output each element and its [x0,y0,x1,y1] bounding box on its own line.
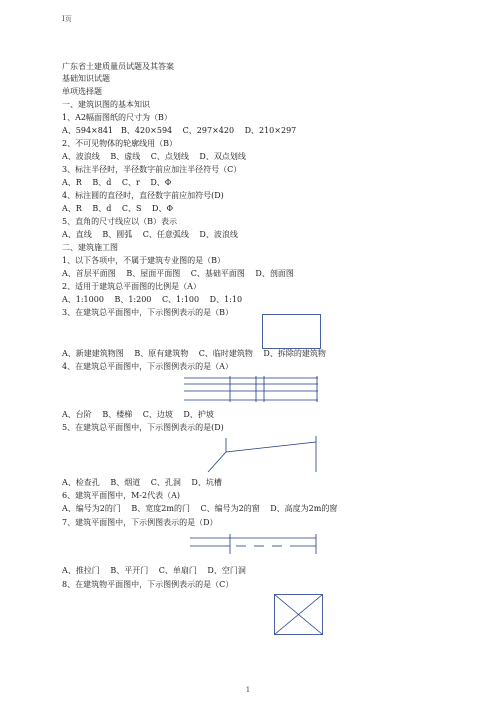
question: 3、在建筑总平面图中，下示图例表示的是（B） [62,308,233,317]
figure-door-opening [190,530,322,556]
options: A、波浪线 B、虚线 C、点划线 D、双点划线 [62,152,246,161]
question: 4、标注圆的直径时，直径数字前应加符号(D) [62,191,224,200]
chapter-heading: 二、建筑施工图 [62,243,118,252]
page-header: I页 [62,15,72,23]
question: 2、适用于建筑总平面图的比例是（A） [62,282,201,291]
options: A、台阶 B、楼梯 C、边坡 D、护坡 [62,410,214,419]
question: 2、不可见物体的轮廓线用（B） [62,139,177,148]
figure-crossed-box [274,594,324,636]
question: 5、直角的尺寸线应以（B）表示 [62,217,177,226]
page-number: 1 [245,686,251,694]
figure-steps [184,374,320,404]
question: 6、建筑平面图中，M-2代表（A) [62,491,180,500]
options: A、R B、d C、S D、Φ [62,204,174,213]
question: 1、A2幅面图纸的尺寸为（B） [62,113,172,122]
options: A、1:1000 B、1:200 C、1:100 D、1:10 [62,295,243,304]
doc-title: 广东省土建质量员试题及其答案 [62,62,174,71]
section-heading: 单项选择题 [62,87,102,96]
options: A、检查孔 B、烟道 C、孔洞 D、坑槽 [62,478,222,487]
question: 3、标注半径时，半径数字前应加注半径符号（C） [62,165,242,174]
options: A、推拉门 B、平开门 C、单扇门 D、空门洞 [62,566,246,575]
figure-pit [206,434,318,474]
options: A、直线 B、圆弧 C、任意弧线 D、波浪线 [62,230,238,239]
options: A、R B、d C、r D、Φ [62,178,172,187]
options: A、新建建筑物图 B、原有建筑物 C、临时建筑物 D、拆除的建筑物 [62,349,326,358]
question: 7、建筑平面图中，下示例图表示的是（D） [62,518,218,527]
options: A、594×841 B、420×594 C、297×420 D、210×297 [62,126,297,135]
figure-existing-building [262,314,322,350]
question: 8、在建筑物平面图中，下示图例表示的是（C） [62,580,234,589]
options: A、首层平面图 B、屋面平面图 C、基础平面图 D、剖面图 [62,269,294,278]
section-heading: 基础知识试题 [62,74,110,83]
question: 4、在建筑总平面图中，下示图例表示的是（A） [62,362,233,371]
options: A、编号为2的门 B、宽度2m的门 C、编号为2的窗 D、高度为2m的窗 [62,504,338,513]
chapter-heading: 一、建筑识图的基本知识 [62,100,150,109]
question: 1、以下各项中，不属于建筑专业图的是（B） [62,256,225,265]
question: 5、在建筑总平面图中，下示图例表示的是(D) [62,423,224,432]
